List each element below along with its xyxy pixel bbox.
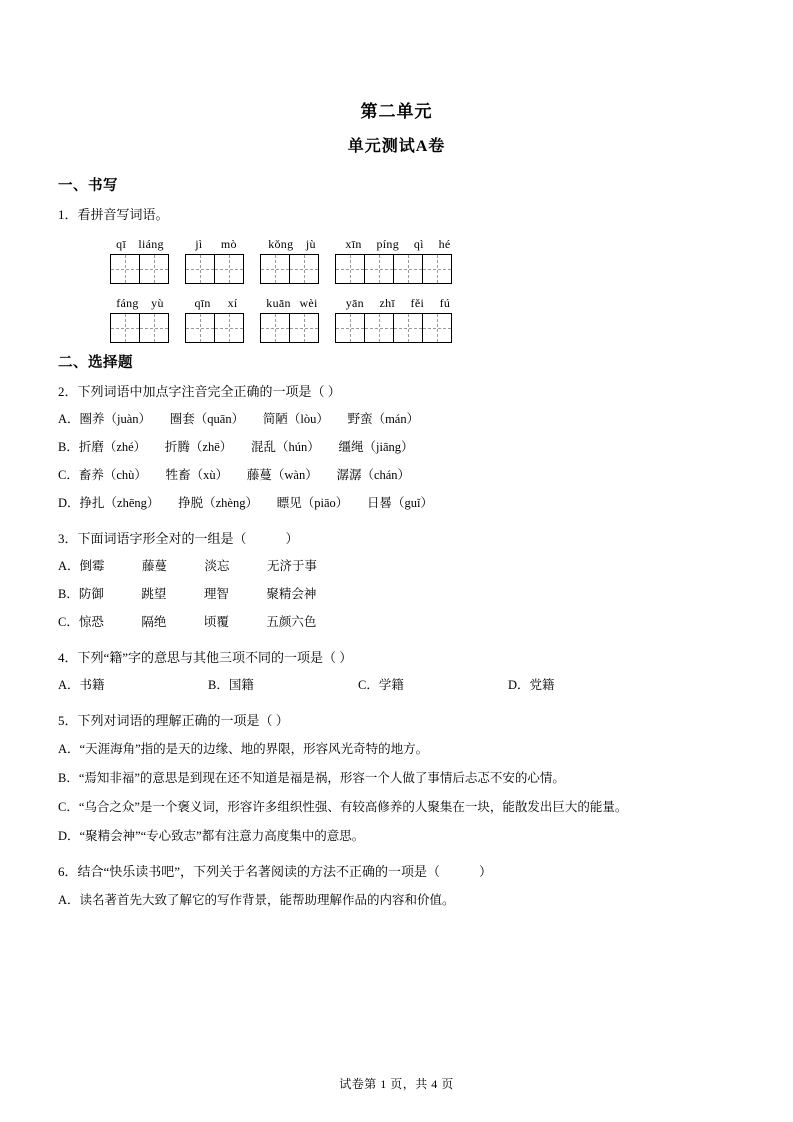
tianzige-cell[interactable] <box>422 254 452 284</box>
tianzige-cell[interactable] <box>139 254 169 284</box>
question-4-option-a[interactable]: A．书籍 <box>58 678 105 692</box>
question-5-option-b[interactable]: B．“焉知非福”的意思是到现在还不知道是福是祸，形容一个人做了事情后忐忑不安的心情。 <box>58 771 565 785</box>
q1-row1-pinyin <box>58 237 735 252</box>
tianzige-cell[interactable] <box>139 313 169 343</box>
pinyin-group: kuān wèi <box>266 296 318 310</box>
question-5-option-a[interactable]: A．“天涯海角”指的是天的边缘、地的界限，形容风光奇特的地方。 <box>58 742 429 756</box>
pinyin-group: qīn xí <box>194 296 238 310</box>
tianzige-cell[interactable] <box>110 313 140 343</box>
tianzige-cell[interactable] <box>289 313 319 343</box>
tianzige-cell[interactable] <box>260 254 290 284</box>
tianzige-cell[interactable] <box>289 254 319 284</box>
tianzige-cell[interactable] <box>364 254 394 284</box>
question-3-option-b[interactable]: B．防御 跳望 理智 聚精会神 <box>58 587 317 601</box>
question-6-option-a[interactable]: A．读名著首先大致了解它的写作背景，能帮助理解作品的内容和价值。 <box>58 893 455 907</box>
tianzige-cell[interactable] <box>214 313 244 343</box>
tianzige-cell[interactable] <box>110 254 140 284</box>
tianzige-cell[interactable] <box>393 313 423 343</box>
tianzige-group[interactable] <box>185 254 244 284</box>
tianzige-cell[interactable] <box>422 313 452 343</box>
q1-row1-grids <box>58 254 735 284</box>
question-5-stem: 5．下列对词语的理解正确的一项是（ ） <box>58 713 289 728</box>
section-heading-writing: 一、书写 <box>58 178 118 194</box>
pinyin-group: fáng yù <box>116 296 164 310</box>
tianzige-group[interactable] <box>260 313 319 343</box>
question-2-option-a[interactable]: A．圈养（juàn） 圈套（quān） 简陋（lòu） 野蛮（mán） <box>58 412 420 426</box>
tianzige-group[interactable] <box>335 254 452 284</box>
tianzige-group[interactable] <box>185 313 244 343</box>
pinyin-group: yān zhī fěi fú <box>345 296 451 310</box>
section-heading-multiple-choice: 二、选择题 <box>58 355 133 371</box>
pinyin-group: jì mò <box>195 237 237 251</box>
question-4-option-c[interactable]: C．学籍 <box>358 678 404 692</box>
question-3-stem: 3．下面词语字形全对的一组是（ ） <box>58 531 299 546</box>
question-3-option-a[interactable]: A．倒霉 藤蔓 淡忘 无济于事 <box>58 559 318 573</box>
q1-row2-grids <box>58 313 735 343</box>
question-2-stem: 2．下列词语中加点字注音完全正确的一项是（ ） <box>58 384 341 399</box>
tianzige-cell[interactable] <box>335 313 365 343</box>
pinyin-group: kǒng jù <box>268 237 316 251</box>
question-4-stem: 4．下列“籍”字的意思与其他三项不同的一项是（ ） <box>58 650 353 665</box>
question-3-option-c[interactable]: C．惊恐 隔绝 顷覆 五颜六色 <box>58 615 317 629</box>
question-4-option-b[interactable]: B．国籍 <box>208 678 254 692</box>
tianzige-group[interactable] <box>110 313 169 343</box>
tianzige-cell[interactable] <box>185 254 215 284</box>
tianzige-cell[interactable] <box>335 254 365 284</box>
tianzige-cell[interactable] <box>364 313 394 343</box>
question-4-option-d[interactable]: D．党籍 <box>508 678 555 692</box>
tianzige-cell[interactable] <box>214 254 244 284</box>
tianzige-group[interactable] <box>110 254 169 284</box>
pinyin-group: qī liáng <box>116 237 164 251</box>
page-footer: 试卷第 1 页，共 4 页 <box>339 1077 454 1091</box>
page-subtitle: 单元测试A卷 <box>347 138 446 155</box>
q1-row2-pinyin <box>58 296 735 311</box>
question-4-options <box>58 675 735 696</box>
question-2-option-d[interactable]: D．挣扎（zhēng） 挣脱（zhèng） 瞟见（piāo） 日晷（guǐ） <box>58 496 433 510</box>
question-6-stem: 6．结合“快乐读书吧”，下列关于名著阅读的方法不正确的一项是（ ） <box>58 864 493 879</box>
question-5-option-c[interactable]: C．“乌合之众”是一个褒义词，形容许多组织性强、有较高修养的人聚集在一块，能散发出巨大的能量。 <box>58 800 628 814</box>
tianzige-group[interactable] <box>335 313 452 343</box>
question-5-option-d[interactable]: D．“聚精会神”“专心致志”都有注意力高度集中的意思。 <box>58 829 365 843</box>
tianzige-cell[interactable] <box>393 254 423 284</box>
question-1-stem: 1．看拼音写词语。 <box>58 207 169 222</box>
tianzige-cell[interactable] <box>260 313 290 343</box>
page-title: 第二单元 <box>360 102 433 121</box>
question-2-option-c[interactable]: C．畜养（chù） 牲畜（xù） 藤蔓（wàn） 潺潺（chán） <box>58 468 411 482</box>
question-2-option-b[interactable]: B．折磨（zhé） 折腾（zhē） 混乱（hún） 缰绳（jiāng） <box>58 440 414 454</box>
tianzige-cell[interactable] <box>185 313 215 343</box>
tianzige-group[interactable] <box>260 254 319 284</box>
pinyin-group: xīn píng qì hé <box>345 237 451 251</box>
